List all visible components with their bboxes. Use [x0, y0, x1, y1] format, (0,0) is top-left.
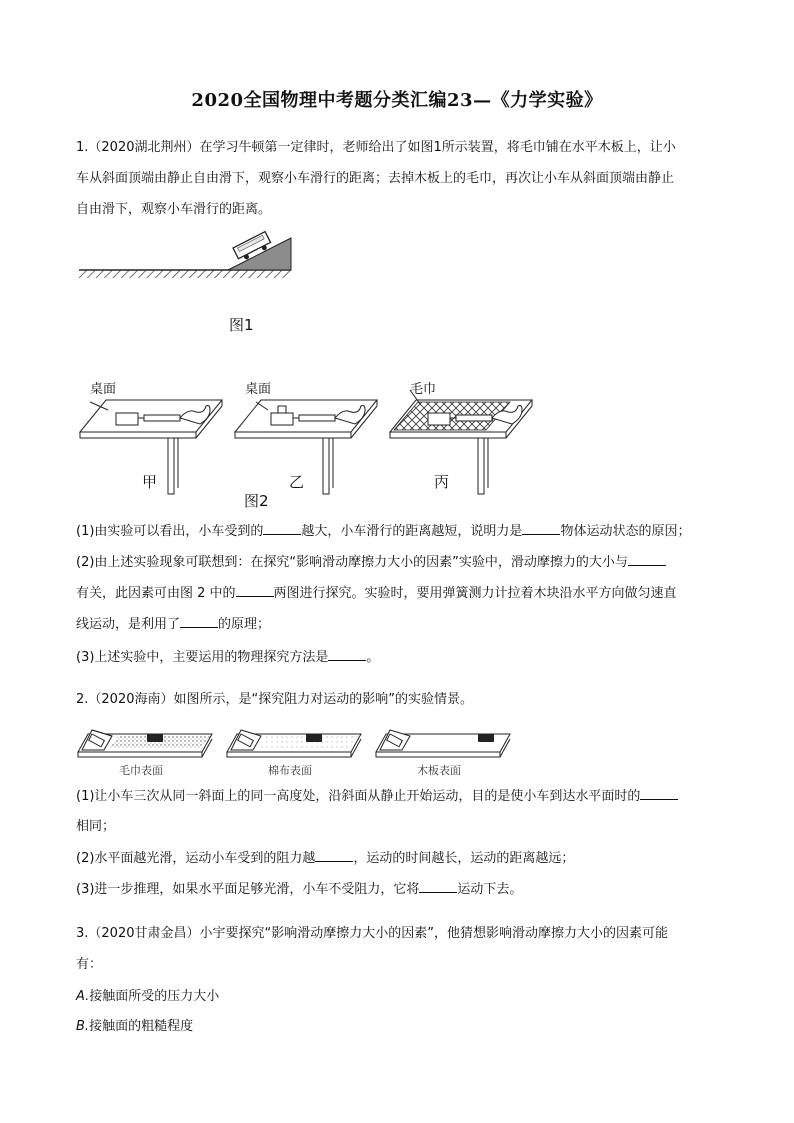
q1-sub2-text-b: 有关，此因素可由图 2 中的: [76, 586, 236, 601]
q1-sub2-text-c: 两图进行探究。实验时，要用弹簧测力计拉着木块沿水平方向做匀速直: [273, 586, 677, 601]
q2-sub2-text-a: (2)水平面越光滑，运动小车受到的阻力越: [76, 851, 316, 866]
answer-blank[interactable]: [640, 787, 678, 800]
surface-label-wood: 木板表面: [417, 764, 461, 777]
q2-sub2: [76, 849, 726, 868]
q1-sub3-text-a: (3)上述实验中，主要运用的物理探究方法是: [76, 650, 329, 665]
q2-line-1: 2.（2020海南）如图所示，是“探究阻力对运动的影响”的实验情景。: [76, 692, 473, 707]
q1-sub3-text-b: 。: [366, 650, 380, 665]
label-desk-jia: 桌面: [90, 382, 117, 397]
q1-sub1-text-a: (1)由实验可以看出，小车受到的: [76, 524, 264, 539]
page-title: 2020全国物理中考题分类汇编23—《力学实验》: [191, 90, 603, 111]
q2-sub3-text-b: 运动下去。: [457, 882, 523, 897]
surface-panel-wood: [376, 730, 510, 757]
q2-sub3-text-a: (3)进一步推理，如果水平面足够光滑，小车不受阻力，它将: [76, 882, 420, 897]
q2-sub3: [76, 880, 726, 899]
figure-2-caption: 图2: [244, 492, 269, 510]
q3-option-a-text: 接触面所受的压力大小: [89, 989, 220, 1004]
label-bing: 丙: [434, 473, 450, 491]
q3-option-b: [76, 1018, 726, 1036]
q3-line-2: 有：: [76, 957, 103, 972]
surface-label-cotton: 棉布表面: [268, 764, 312, 777]
label-desk-yi: 桌面: [245, 382, 272, 397]
answer-blank[interactable]: [315, 849, 353, 862]
label-towel-bing: 毛巾: [410, 382, 437, 397]
q3-option-a-letter: A.: [76, 989, 90, 1004]
q1-line-2: 车从斜面顶端由静止自由滑下，观察小车滑行的距离；去掉木板上的毛巾，再次让小车从斜面顶端由静止: [76, 171, 675, 186]
surface-panel-cotton: [227, 730, 361, 757]
q1-sub2-text-e: 的原理；: [218, 617, 271, 632]
surface-panel-towel: [78, 730, 212, 757]
q1-sub2-text-d: 线运动，是利用了: [76, 617, 181, 632]
q1-sub1-text-b: 越大，小车滑行的距离越短，说明力是: [301, 524, 523, 539]
q1-sub2-text-a: (2)由上述实验现象可联想到：在探究“影响滑动摩擦力大小的因素”实验中，滑动摩擦力的大小与: [76, 555, 628, 570]
q1-line-3: 自由滑下，观察小车滑行的距离。: [76, 202, 272, 217]
figure-1-caption: 图1: [229, 316, 254, 334]
surface-label-towel: 毛巾表面: [119, 764, 163, 777]
q3-option-b-text: 接触面的粗糙程度: [89, 1019, 194, 1034]
label-jia: 甲: [142, 473, 158, 491]
q3-option-b-letter: B.: [76, 1019, 90, 1034]
answer-blank[interactable]: [419, 880, 457, 893]
q3-option-a: [76, 988, 726, 1006]
q2-sub1-line-2: 相同；: [76, 819, 116, 834]
label-yi: 乙: [289, 473, 305, 491]
q1-line-1: 1.（2020湖北荆州）在学习牛顿第一定律时，老师给出了如图1所示装置，将毛巾铺在水平木板上，让小: [76, 140, 676, 155]
q2-sub2-text-b: ，运动的时间越长，运动的距离越远；: [353, 851, 575, 866]
q3-line-1: 3.（2020甘肃金昌）小宇要探究“影响滑动摩擦力大小的因素”，他猜想影响滑动摩擦力大小的因素可能: [76, 926, 668, 941]
q1-sub1-text-c: 物体运动状态的原因；: [560, 524, 691, 539]
q2-sub1-line-1: [76, 787, 726, 806]
q2-sub1-text-a: (1)让小车三次从同一斜面上的同一高度处，沿斜面从静止开始运动，目的是使小车到达水平面时的: [76, 789, 641, 804]
